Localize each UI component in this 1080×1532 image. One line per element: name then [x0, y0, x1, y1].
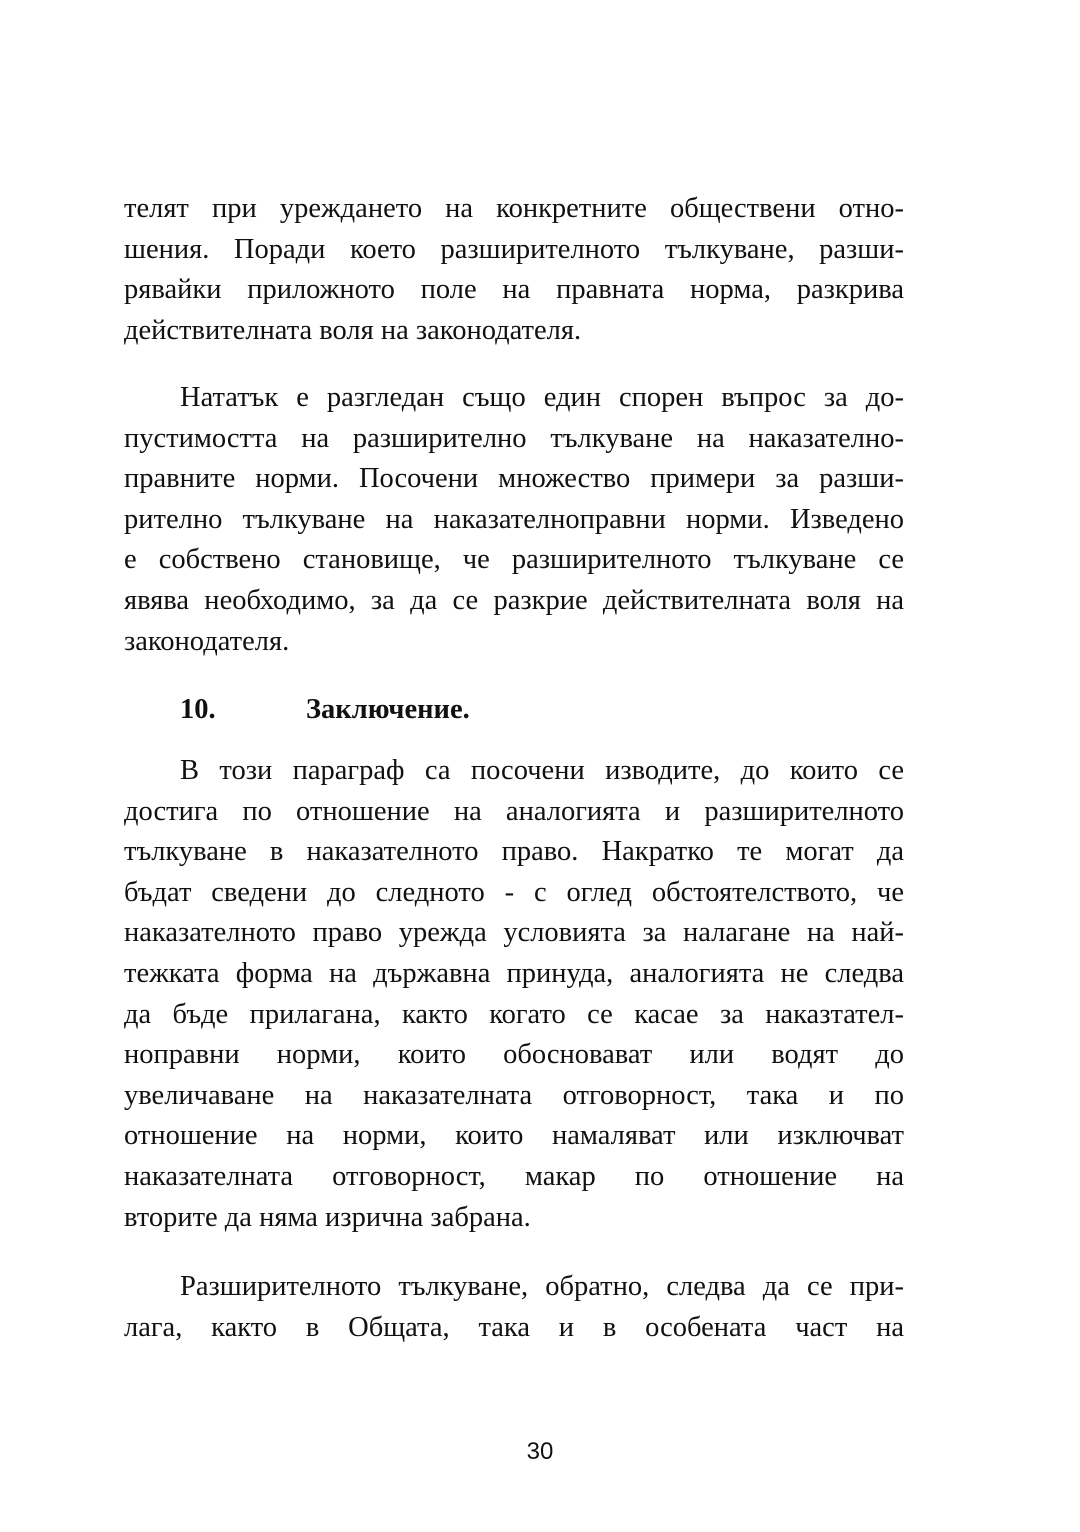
text-line: правните норми. Посочени множество примери за разши-: [124, 463, 904, 495]
text-line: законодателя.: [124, 625, 290, 657]
text-line: Разширителното тълкуване, обратно, следва да се при-: [180, 1271, 904, 1302]
text-line: рително тълкуване на наказателноправни норми. Изведено: [124, 503, 904, 535]
text-line: пустимостта на разширително тълкуване на наказателно-: [124, 422, 904, 454]
section-heading: [180, 690, 470, 730]
text-line: бъдат сведени до следното - с оглед обстоятелството, че: [124, 876, 904, 908]
paragraph-1: [124, 189, 904, 351]
text-line: Нататък е разгледан също един спорен въпрос за до-: [180, 382, 904, 413]
text-line: да бъде прилагана, както когато се касае за наказтател-: [124, 998, 904, 1030]
text-line: вторите да няма изрична забрана.: [124, 1201, 531, 1233]
text-line: рявайки приложното поле на правната норма, разкрива: [124, 274, 904, 306]
text-line: достига по отношение на аналогията и разширителното: [124, 795, 904, 827]
text-line: наказателното право урежда условията за налагане на най-: [124, 917, 904, 949]
text-line: отношение на норми, които намаляват или изключват: [124, 1120, 904, 1152]
text-line: шения. Поради което разширителното тълкуване, разши-: [124, 233, 904, 265]
text-line: тълкуване в наказателното право. Накратко те могат да: [124, 836, 904, 868]
section-title: Заключение.: [306, 694, 470, 725]
paragraph-2: [124, 378, 904, 662]
page-number: 30: [526, 1438, 554, 1465]
text-line: лага, както в Общата, така и в особената част на: [124, 1311, 904, 1343]
text-line: телят при уреждането на конкретните обществени отно-: [124, 193, 904, 224]
text-line: тежката форма на държавна принуда, аналогията не следва: [124, 957, 904, 989]
text-line: е собствено становище, че разширителното тълкуване се: [124, 544, 904, 576]
text-line: явява необходимо, за да се разкрие действителната воля на: [124, 584, 904, 616]
text-line: действителната воля на законодателя.: [124, 314, 582, 346]
section-number: 10.: [180, 694, 216, 725]
paragraph-4: [124, 1267, 904, 1348]
text-line: увеличаване на наказателната отговорност, така и по: [124, 1079, 904, 1111]
text-line: ноправни норми, които обосновават или водят до: [124, 1039, 904, 1071]
text-line: наказателната отговорност, макар по отношение на: [124, 1160, 904, 1192]
text-line: В този параграф са посочени изводите, до които се: [180, 755, 904, 786]
paragraph-3: [124, 751, 904, 1238]
